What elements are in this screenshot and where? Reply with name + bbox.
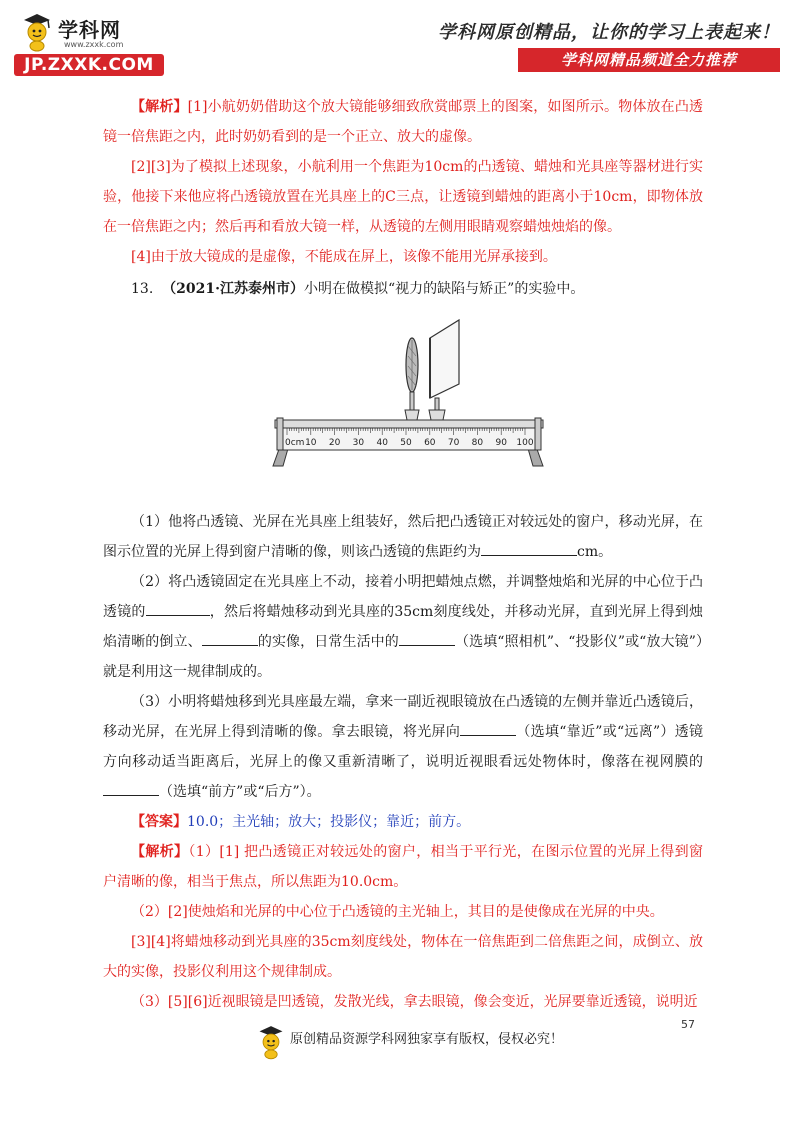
prev-analysis-p1: 【解析】[1]小航奶奶借助这个放大镜能够细致欣赏邮票上的图案，如图所示。物体放在凸透镜一倍焦距之内，此时奶奶看到的是一个正立、放大的虚像。 (103, 99, 703, 145)
prev-analysis-p3: [4]由于放大镜成的是虚像，不能成在屏上，该像不能用光屏承接到。 (131, 249, 557, 265)
answer-line (103, 807, 703, 837)
prev-analysis-p2: [2][3]为了模拟上述现象，小航利用一个焦距为10cm的凸透镜、蜡烛和光具座等器材进行实验，他接下来他应将凸透镜放置在光具座上的C三点，让透镜到蜡烛的距离小于10cm，即物体放在一倍焦距之内；然后再和看放大镜一样，从透镜的左侧用眼睛观察蜡烛烛焰的像。 (103, 159, 703, 235)
ruler-label: 60 (424, 438, 436, 448)
answer-tag: 【答案】 (131, 814, 187, 830)
ruler-label: 90 (495, 438, 507, 448)
page-header (0, 0, 800, 80)
page-number: 57 (681, 1018, 695, 1031)
ruler-label: 30 (352, 438, 365, 448)
logo-domain: www.zxxk.com (64, 40, 124, 49)
analysis-tag: 【解析】 (131, 99, 188, 115)
ruler-label: 100 (516, 438, 534, 448)
header-slogan: 学科网原创精品，让你的学习上表起来！ (438, 22, 780, 43)
optical-bench-figure (103, 308, 703, 493)
answer-blank-4[interactable] (399, 627, 455, 646)
question-part-1: （1）他将凸透镜、光屏在光具座上组装好，然后把凸透镜正对较远处的窗户，移动光屏，在图示位置的光屏上得到窗户清晰的像，则该凸透镜的焦距约为 cm。 (103, 514, 703, 560)
logo-name: 学科网 (58, 18, 121, 42)
light-screen (429, 320, 459, 420)
analysis-p3: [3][4]将蜡烛移动到光具座的35cm刻度线处，物体在一倍焦距到二倍焦距之间，成倒立、放大的实像，投影仪利用这个规律制成。 (103, 934, 703, 980)
answer-blank-2[interactable] (146, 597, 210, 616)
ruler-label: 50 (400, 438, 412, 448)
ruler-label: 80 (471, 438, 484, 448)
copyright-notice: 原创精品资源学科网独家享有版权，侵权必究！ (290, 1032, 564, 1047)
page-footer (0, 1010, 800, 1070)
answer-blank-5[interactable] (460, 717, 516, 736)
question-title (103, 274, 703, 304)
answer-blank-3[interactable] (202, 627, 258, 646)
analysis-p4: （3）[5][6]近视眼镜是凹透镜，发散光线，拿去眼镜，像会变近，光屏要靠近透镜，说明近 (131, 994, 698, 1010)
ruler-label: 0cm (285, 438, 305, 448)
analysis-p2: （2）[2]使烛焰和光屏的中心位于凸透镜的主光轴上，其目的是使像成在光屏的中央。 (131, 904, 664, 920)
mascot-icon (20, 12, 54, 52)
question-source: （2021·江苏泰州市） (162, 281, 305, 297)
question-stem: 小明在做模拟“视力的缺陷与矫正”的实验中。 (304, 281, 585, 297)
ruler-label: 20 (328, 438, 341, 448)
ruler-label: 10 (305, 438, 317, 448)
ruler-label: 40 (376, 438, 388, 448)
header-banner: 学科网精品频道全力推荐 (518, 48, 780, 72)
document-body (103, 92, 703, 1017)
answer-blank-6[interactable] (103, 777, 159, 796)
footer-mascot-icon (256, 1024, 286, 1060)
analysis-tag-2: 【解析】 (131, 844, 189, 860)
question-part-2: （2）将凸透镜固定在光具座上不动，接着小明把蜡烛点燃，并调整烛焰和光屏的中心位于凸透镜的 ，然后将蜡烛移动到光具座的35cm刻度线处，并移动光屏，直到光屏上得到烛焰清晰的倒立、 的实像，日常生活中的 （选填“照相机”、“投影仪”或“放大镜”）就是利用这一规律制成的。 (103, 574, 704, 680)
ruler-label: 70 (447, 438, 460, 448)
question-part-3: （3）小明将蜡烛移到光具座最左端，拿来一副近视眼镜放在凸透镜的左侧并靠近凸透镜后，移动光屏，在光屏上得到清晰的像。拿去眼镜，将光屏向 （选填“靠近”或“远离”）透镜方向移动适当距离后，光屏上的像又重新清晰了，说明近视眼看远处物体时，像落在视网膜的（选填“前方”或“后方”）。 (103, 694, 703, 800)
optical-bench-diagram (263, 316, 553, 486)
answer-blank-1[interactable] (481, 537, 577, 556)
question-number: 13. (131, 281, 154, 297)
analysis-p1: 【解析】（1）[1] 把凸透镜正对较远处的窗户，相当于平行光，在图示位置的光屏上得到窗户清晰的像，相当于焦点，所以焦距为10.0cm。 (103, 844, 704, 890)
answer-text: 10.0；主光轴；放大；投影仪；靠近；前方。 (187, 814, 471, 830)
convex-lens (405, 338, 419, 420)
brand-logo[interactable] (14, 12, 164, 74)
logo-url-badge[interactable]: JP.ZXXK.COM (14, 54, 164, 76)
